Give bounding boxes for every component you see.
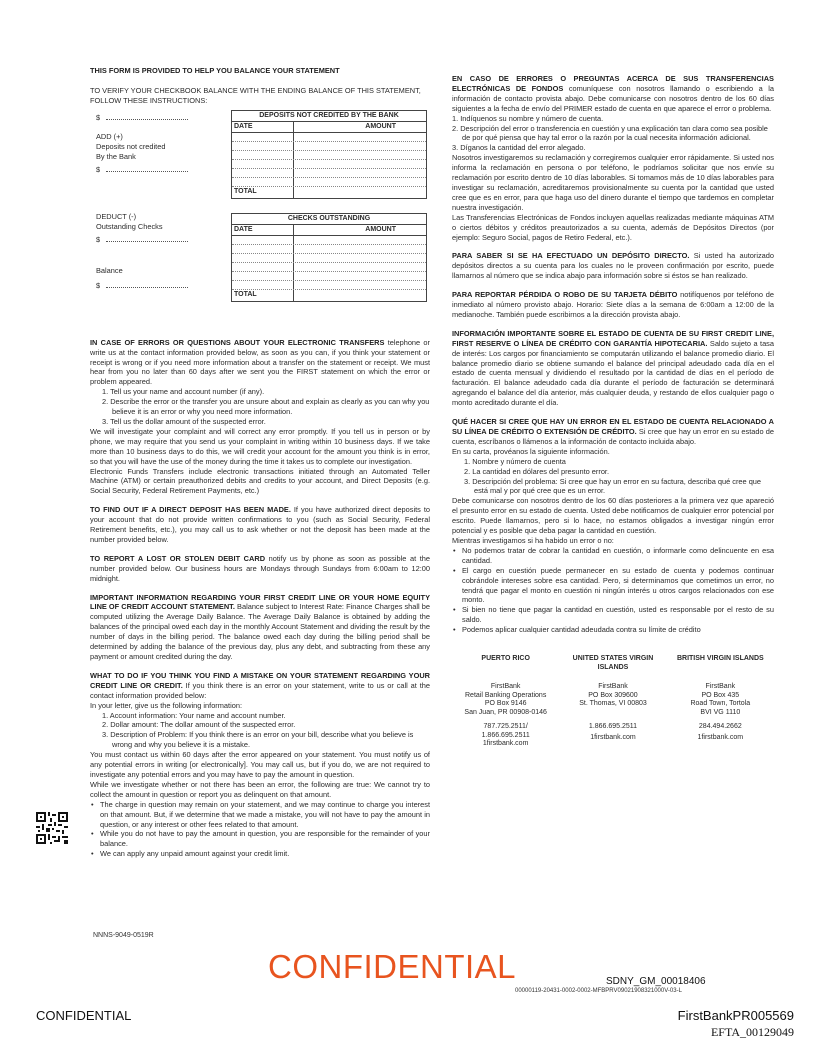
list-item: • No podemos tratar de cobrar la cantidad en cuestión, o informarle como delincuente en esa cantidad.: [452, 546, 774, 566]
mistake-heading: WHAT TO DO IF YOU THINK YOU FIND A MISTAKE ON YOUR STATEMENT REGARDING YOUR CREDIT LINE OR CREDIT.: [90, 670, 430, 690]
address-line: FirstBank: [490, 683, 521, 691]
add-desc-2: By the Bank: [96, 151, 136, 161]
list-item: 2. La cantidad en dólares del presunto error.: [464, 466, 610, 476]
table-row[interactable]: [232, 254, 426, 263]
credit-line-heading: IMPORTANT INFORMATION REGARDING YOUR FIRST CREDIT LINE OR YOUR HOME EQUITY LINE OF CREDIT ACCOUNT STATEMENT.: [90, 592, 430, 612]
address-line: PO Box 435: [701, 691, 740, 699]
que-hacer-section: [452, 417, 774, 447]
contact-puerto-rico: [452, 655, 559, 749]
deposits-total-row: [232, 187, 426, 198]
perdida-heading: PARA REPORTAR PÉRDIDA O ROBO DE SU TARJETA DÉBITO: [452, 290, 678, 300]
balance-form-title: THIS FORM IS PROVIDED TO HELP YOU BALANCE YOUR STATEMENT: [90, 66, 340, 75]
list-item: 3. Descripción del problema: Si cree que hay un error en su factura, describa qué cree que está mal y por qué cree que es un error.: [464, 476, 762, 496]
contact-info: [452, 655, 774, 749]
phone-line: 787.725.2511/: [483, 723, 528, 731]
list-item: 2. Describe the error or the transfer you are unsure about and explain as clearly as you can why you believe it is an error or why you need more information.: [102, 397, 430, 417]
contact-heading: BRITISH VIRGIN ISLANDS: [676, 655, 764, 663]
perdida-text: notifíquenos por teléfono de inmediato al número provisto abajo. Horario: Siete días a la semana de 6:00am a 12:00 de la medianoche. También puede escribirnos a la dirección provista abajo.: [452, 290, 774, 319]
list-item: 1. Account information: Your name and account number.: [102, 710, 286, 720]
total-label: TOTAL: [232, 187, 294, 198]
table-row[interactable]: [232, 142, 426, 151]
phone-line: 1.866.695.2511: [481, 731, 530, 739]
list-item: 1. Nombre y número de cuenta: [464, 456, 566, 466]
errors-section: [90, 338, 430, 388]
deposits-table-header: [232, 122, 426, 133]
contact-heading: PUERTO RICO: [481, 655, 530, 663]
que-hacer-heading: QUÉ HACER SI CREE QUE HAY UN ERROR EN EL ESTADO DE CUENTA RELACIONADO A SU LÍNEA DE CRÉDITO O EXTENSIÓN DE CRÉDITO.: [452, 417, 774, 436]
que-hacer-text-3: Debe comunicarse con nosotros dentro de los 60 días posteriores a la primera vez que apareció el presunto error en su estado de cuenta. Usted debe notificarnos de cualquier error potencial por escrito. Puede llamarnos, pero si lo hace, no estamos obligados a investigar ningún error potencial y es posible que deba pagar la cantidad en cuestión.: [452, 496, 774, 536]
checks-table-title: CHECKS OUTSTANDING: [232, 214, 426, 225]
que-hacer-text: Si cree que hay un error en su estado de cuenta, escríbanos o llámenos a la información de contacto incluida abajo.: [452, 427, 774, 446]
website-link[interactable]: 1firstbank.com: [482, 740, 529, 748]
table-row[interactable]: [232, 281, 426, 290]
deposito-text: Si usted ha autorizado depósitos directos a su cuenta para los cuales no le proveen confirmación por escrito, puede llamarnos al número que se indica abajo para información sobre si éstos se han realizado.: [452, 251, 774, 281]
checks-total-row: [232, 290, 426, 301]
add-label: ADD (+): [96, 131, 123, 141]
deposits-table: [231, 110, 427, 199]
perdida-section: [452, 290, 774, 320]
que-hacer-text-4: Mientras investigamos si ha habido un error o no:: [452, 535, 614, 545]
direct-deposit-section: [90, 505, 430, 545]
amount-column-header: AMOUNT: [365, 122, 396, 130]
mistake-text: If you think there is an error on your statement, write to us or call at the contact information provided below:: [90, 680, 430, 700]
list-item: 3. Description of Problem: If you think there is an error on your bill, describe what you believe is wrong and why you believe it is a mistake.: [102, 730, 414, 750]
table-row[interactable]: [232, 160, 426, 169]
right-column: [452, 74, 774, 749]
deposits-table-title: DEPOSITS NOT CREDITED BY THE BANK: [232, 111, 426, 122]
contact-bvi: [667, 655, 774, 749]
list-item: 1. Indíquenos su nombre y número de cuenta.: [452, 113, 604, 123]
confidential-stamp: CONFIDENTIAL: [268, 948, 517, 985]
add-desc-1: Deposits not credited: [96, 141, 166, 151]
list-item: 1. Tell us your name and account number (if any).: [102, 387, 265, 397]
list-item: • While you do not have to pay the amount in question, you are responsible for the remainder of your balance.: [90, 829, 430, 849]
address-line: Road Town, Tortola: [690, 700, 751, 708]
address-line: San Juan, PR 00908-0146: [464, 708, 547, 716]
address-line: BVI VG 1110: [700, 708, 741, 716]
form-code: NNNS-9049-0519R: [93, 932, 154, 939]
list-item: • Podemos aplicar cualquier cantidad adeudada contra su límite de crédito: [452, 625, 774, 635]
checks-table-header: [232, 225, 426, 236]
phone-line: 284.494.2662: [698, 723, 742, 731]
total-label: TOTAL: [232, 290, 294, 301]
balance-amount-line[interactable]: [106, 280, 188, 288]
mistake-text-4: While we investigate whether or not there has been an error, the following are true: We cannot try to collect the amount in question or report you as delinquent on that amount.: [90, 779, 430, 799]
contact-heading: UNITED STATES VIRGIN ISLANDS: [572, 655, 654, 671]
address-line: St. Thomas, VI 00803: [579, 700, 647, 708]
left-column: [90, 66, 430, 859]
lost-card-text: notify us by phone as soon as possible at the number provided below. Our business hours are Mondays through Sundays from 6:00am to 12:00 midnight.: [90, 553, 431, 583]
list-item: • El cargo en cuestión puede permanecer en su estado de cuenta y podemos continuar cobrándole intereses sobre esa cantidad. Pero, si determinamos que cometimos un error, no tendrá que pagar el monto en cuestión ni ningún interés u otros cargos relacionados con ese monto.: [452, 566, 774, 606]
errors-heading: IN CASE OF ERRORS OR QUESTIONS ABOUT YOUR ELECTRONIC TRANSFERS: [90, 337, 385, 347]
errors-text: telephone or write us at the contact information provided below, as soon as you can, if you think your statement or receipt is wrong or if you need more information about a transfer on the statement or receipt. We must hear from you no later than 60 days after we sent you the FIRST statement on which the error or problem appeared.: [90, 337, 431, 387]
table-row[interactable]: [232, 133, 426, 142]
errores-section: [452, 74, 774, 114]
errores-text-3: Las Transferencias Electrónicas de Fondos incluyen aquellas realizadas mediante máquinas ATM o ciertos débitos y créditos preautorizados a su cuenta, además de Depósitos Directos (por ejemplo: Seguro Social, pagos de Retiro Federal, etc.).: [452, 212, 774, 242]
address-line: PO Box 9146: [484, 700, 527, 708]
table-row[interactable]: [232, 245, 426, 254]
worksheet-tables: [231, 110, 427, 302]
direct-deposit-heading: TO FIND OUT IF A DIRECT DEPOSIT HAS BEEN MADE.: [90, 505, 291, 515]
deposito-heading: PARA SABER SI SE HA EFECTUADO UN DEPÓSITO DIRECTO.: [452, 251, 690, 261]
qr-code-icon: [36, 812, 68, 844]
phone-line: 1.866.695.2511: [588, 723, 638, 731]
errores-text-2: Nosotros investigaremos su reclamación y corregiremos cualquier error rápidamente. Si usted nos informa la reclamación en persona o por teléfono, le podríamos solicitar que nos envíe su reclamación por escrito dentro de 10 días laborables. Si tomamos más de 10 días laborables para investigar su reclamación, acreditaremos provisionalmente su cuenta por la cantidad que usted cree que es en error, para que haga uso del dinero durante el tiempo que tardemos en completar nuestra investigación.: [452, 153, 774, 212]
dollar-sign: $: [96, 112, 101, 122]
efta-number: EFTA_00129049: [710, 1025, 794, 1039]
dollar-sign: $: [96, 234, 101, 244]
table-row[interactable]: [232, 178, 426, 187]
bates-number: FirstBankPR005569: [677, 1008, 794, 1023]
sdny-bates-number: SDNY_GM_00018406: [606, 976, 706, 987]
list-item: • Si bien no tiene que pagar la cantidad en cuestión, usted es responsable por el resto de su saldo.: [452, 605, 774, 625]
deduct-desc: Outstanding Checks: [96, 221, 163, 231]
balance-label: Balance: [96, 265, 123, 275]
list-item: 3. Tell us the dollar amount of the suspected error.: [102, 416, 266, 426]
beginning-balance-line[interactable]: [106, 112, 188, 120]
dollar-sign: $: [96, 280, 101, 290]
add-amount-line[interactable]: [106, 164, 188, 172]
que-hacer-text-2: En su carta, provéanos la siguiente información.: [452, 446, 610, 456]
list-item: 3. Díganos la cantidad del error alegado.: [452, 143, 586, 153]
balance-intro: TO VERIFY YOUR CHECKBOOK BALANCE WITH THE ENDING BALANCE OF THIS STATEMENT, FOLLOW THESE INSTRUCTIONS:: [90, 85, 421, 105]
list-item: • We can apply any unpaid amount against your credit limit.: [90, 849, 430, 859]
list-item: 2. Dollar amount: The dollar amount of the suspected error.: [102, 720, 296, 730]
contact-usvi: [559, 655, 666, 749]
lost-card-section: [90, 554, 430, 584]
website-link[interactable]: 1firstbank.com: [590, 733, 636, 741]
list-item: 2. Descripción del error o transferencia en cuestión y una explicación tan clara como sea posible de por qué piensa que hay tal error o la razón por la cual necesita información adicional.: [452, 123, 768, 143]
credit-line-section: [90, 593, 430, 662]
address-line: FirstBank: [598, 683, 628, 691]
errors-text-3: Electronic Funds Transfers include electronic transactions initiated through an Automated Teller Machine (ATM) or certain preauthorized debits and credits to your account, and Direct Deposits (e.g. Social Security, Federal Retirement Payments, etc.): [90, 466, 430, 496]
table-row[interactable]: [232, 263, 426, 272]
address-line: PO Box 309600: [588, 691, 638, 699]
deduct-amount-line[interactable]: [106, 234, 188, 242]
errores-heading: EN CASO DE ERRORES O PREGUNTAS ACERCA DE SUS TRANSFERENCIAS ELECTRÓNICAS DE FONDOS: [452, 74, 774, 93]
address-line: FirstBank: [705, 683, 736, 691]
deduct-label: DEDUCT (-): [96, 211, 137, 221]
dollar-sign: $: [96, 164, 101, 174]
batch-code: 00000119-20431-0002-0002-MFBPRV09021908321000V-03-L: [515, 988, 682, 994]
table-row[interactable]: [232, 151, 426, 160]
mistake-section: [90, 671, 430, 701]
deposito-section: [452, 251, 774, 281]
table-row[interactable]: [232, 236, 426, 245]
date-column-header: DATE: [232, 225, 294, 235]
mistake-text-3: You must contact us within 60 days after the error appeared on your statement. You must notify us of any potential errors in writing [or electronically]. You may call us, but if you do, we are not required to investigate any potential errors and you may have to pay the amount in question.: [90, 750, 430, 779]
credit-line-text: Balance subject to Interest Rate: Finance Charges shall be computed utilizing the Average Daily Balance. The Average Daily Balance is obtained by adding the balances of the principal owed each day in the monthly Account Statement and dividing the result by the number of days in the billing period. The balance owed each day during the billing period shall be determined by adding the balance of the previous day, plus any debt, and subtracting from these any payment or amount credited during the day.: [90, 602, 430, 661]
mistake-text-2: In your letter, give us the following information:: [90, 700, 242, 710]
info-heading: INFORMACIÓN IMPORTANTE SOBRE EL ESTADO DE CUENTA DE SU FIRST CREDIT LINE, FIRST RESERVE O LÍNEA DE CRÉDITO CON GARANTÍA HIPOTECARIA.: [452, 328, 774, 348]
table-row[interactable]: [232, 169, 426, 178]
confidential-label: CONFIDENTIAL: [36, 1008, 132, 1023]
lost-card-heading: TO REPORT A LOST OR STOLEN DEBIT CARD: [90, 553, 266, 563]
info-section: [452, 329, 774, 408]
balance-worksheet: [90, 110, 430, 338]
direct-deposit-text: If you have authorized direct deposits to your account that do not provide written confirmations to you (such as Social Security, Federal Retirement benefits, etc.), you may call us to ask whether or not the deposit has been made at the number provided below.: [90, 505, 430, 544]
errors-text-2: We will investigate your complaint and will correct any error promptly. If you tell us in person or by phone, we may require that you send us your complaint in writing within 10 business days. If we take more than 10 business days to do this, we will credit your account for the amount you think is in error, so that you will have the use of the money during the time it takes us to complete our investigation.: [90, 426, 430, 466]
table-row[interactable]: [232, 272, 426, 281]
checks-table: [231, 213, 427, 302]
address-line: Retail Banking Operations: [465, 691, 547, 699]
errores-text: comuníquese con nosotros llamando o escribiendo a la información de contacto provista abajo. Debe comunicarse con nosotros dentro de los 60 días siguientes a la fecha de envío del PRIMER estado de cuenta en que aparece el error o problema.: [452, 83, 775, 113]
list-item: • The charge in question may remain on your statement, and we may continue to charge you interest on that amount. But, if we determine that we made a mistake, you will not have to pay the amount in question, or any interest or other fees related to that amount.: [90, 800, 430, 830]
website-link[interactable]: 1firstbank.com: [697, 733, 744, 741]
info-text: Saldo sujeto a tasa de interés: Los cargos por financiamiento se computarán utilizando el balance promedio diario. El balance promedio diario se obtiene sumando el balance del principal adeudado cada día en el estado de cuenta mensual y dividiendo el resultado por la cantidad de días en el período de facturación. El balance adeudado cada día durante el período de facturación se determinará agregando el balance del día anterior, más cualquier deuda, y restando de ellos cualquier pago o monto acreditado durante el día.: [452, 338, 774, 408]
date-column-header: DATE: [232, 122, 294, 132]
amount-column-header: AMOUNT: [365, 225, 396, 233]
